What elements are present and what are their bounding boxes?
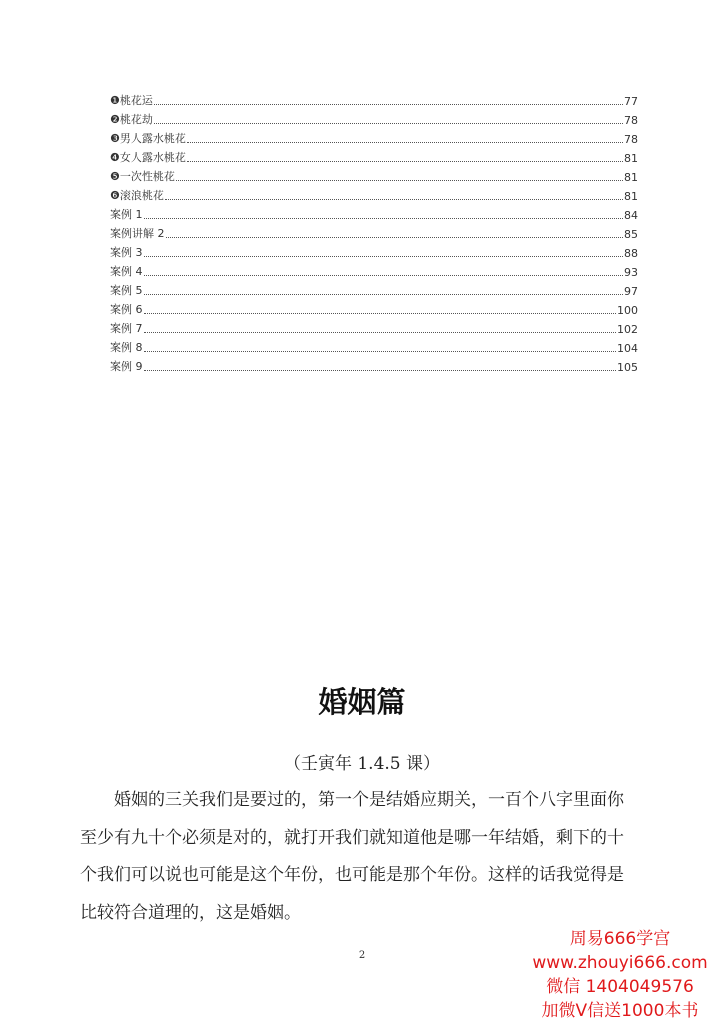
toc-entry-label: 案例 4 xyxy=(110,265,143,278)
toc-entry-page: 88 xyxy=(624,247,638,260)
toc-entry[interactable] xyxy=(110,260,638,279)
toc-entry-page: 100 xyxy=(617,304,638,317)
paragraph-line: 比较符合道理的，这是婚姻。 xyxy=(80,903,301,924)
toc-entry[interactable] xyxy=(110,203,638,222)
toc-entry-page: 81 xyxy=(624,152,638,165)
toc-entry-label: ❷桃花劫 xyxy=(110,113,153,126)
watermark-line: 周易666学宫 xyxy=(569,929,671,949)
toc-entry-label: 案例 3 xyxy=(110,246,143,259)
toc-leader-dots xyxy=(176,179,623,181)
toc-entry[interactable] xyxy=(110,127,638,146)
toc-entry-label: ❹女人露水桃花 xyxy=(110,151,186,164)
toc-entry-page: 84 xyxy=(624,209,638,222)
toc-entry-label: ❻滚浪桃花 xyxy=(110,189,164,202)
toc-entry-label: 案例 9 xyxy=(110,360,143,373)
toc-entry[interactable] xyxy=(110,165,638,184)
toc-entry[interactable] xyxy=(110,241,638,260)
chapter-subtitle: （壬寅年 1.4.5 课） xyxy=(283,754,441,774)
toc-entry-page: 78 xyxy=(624,114,638,127)
toc-leader-dots xyxy=(144,217,624,219)
body-paragraph xyxy=(80,783,650,934)
watermark-line: 加微V信送1000本书 xyxy=(541,1001,699,1021)
toc-leader-dots xyxy=(144,293,624,295)
table-of-contents xyxy=(110,89,638,374)
toc-entry[interactable] xyxy=(110,355,638,374)
toc-entry[interactable] xyxy=(110,317,638,336)
toc-leader-dots xyxy=(154,122,623,124)
toc-entry-page: 104 xyxy=(617,342,638,355)
toc-entry-page: 77 xyxy=(624,95,638,108)
watermark-line: www.zhouyi666.com xyxy=(532,953,708,973)
toc-entry[interactable] xyxy=(110,184,638,203)
toc-entry-page: 78 xyxy=(624,133,638,146)
toc-entry-label: ❸男人露水桃花 xyxy=(110,132,186,145)
toc-entry-page: 105 xyxy=(617,361,638,374)
toc-leader-dots xyxy=(144,331,617,333)
toc-leader-dots xyxy=(144,312,617,314)
toc-leader-dots xyxy=(144,255,624,257)
toc-entry-label: 案例 1 xyxy=(110,208,143,221)
toc-leader-dots xyxy=(144,350,617,352)
toc-entry[interactable] xyxy=(110,89,638,108)
watermark xyxy=(520,927,720,1023)
toc-entry-label: ❺一次性桃花 xyxy=(110,170,175,183)
toc-entry[interactable] xyxy=(110,336,638,355)
toc-leader-dots xyxy=(187,141,623,143)
toc-entry[interactable] xyxy=(110,279,638,298)
toc-entry-page: 97 xyxy=(624,285,638,298)
page-number: 2 xyxy=(358,950,366,961)
toc-entry[interactable] xyxy=(110,108,638,127)
toc-leader-dots xyxy=(144,369,617,371)
toc-entry-label: ❶桃花运 xyxy=(110,94,153,107)
toc-leader-dots xyxy=(187,160,623,162)
toc-entry-label: 案例 7 xyxy=(110,322,143,335)
toc-entry-label: 案例讲解 2 xyxy=(110,227,165,240)
toc-entry-page: 81 xyxy=(624,190,638,203)
toc-leader-dots xyxy=(154,103,623,105)
paragraph-line: 个我们可以说也可能是这个年份，也可能是那个年份。这样的话我觉得是 xyxy=(80,865,624,886)
chapter-title: 婚姻篇 xyxy=(318,685,406,719)
toc-entry-label: 案例 8 xyxy=(110,341,143,354)
toc-entry[interactable] xyxy=(110,298,638,317)
toc-entry[interactable] xyxy=(110,222,638,241)
toc-entry-page: 85 xyxy=(624,228,638,241)
paragraph-line: 至少有九十个必须是对的，就打开我们就知道他是哪一年结婚，剩下的十 xyxy=(80,827,624,848)
paragraph-line: 婚姻的三关我们是要过的，第一个是结婚应期关，一百个八字里面你 xyxy=(114,790,624,810)
toc-leader-dots xyxy=(144,274,624,276)
toc-leader-dots xyxy=(166,236,624,238)
toc-entry-page: 81 xyxy=(624,171,638,184)
toc-entry-page: 102 xyxy=(617,323,638,336)
toc-leader-dots xyxy=(165,198,623,200)
toc-entry[interactable] xyxy=(110,146,638,165)
toc-entry-label: 案例 5 xyxy=(110,284,143,297)
toc-entry-page: 93 xyxy=(624,266,638,279)
toc-entry-label: 案例 6 xyxy=(110,303,143,316)
watermark-line: 微信 1404049576 xyxy=(546,977,694,997)
